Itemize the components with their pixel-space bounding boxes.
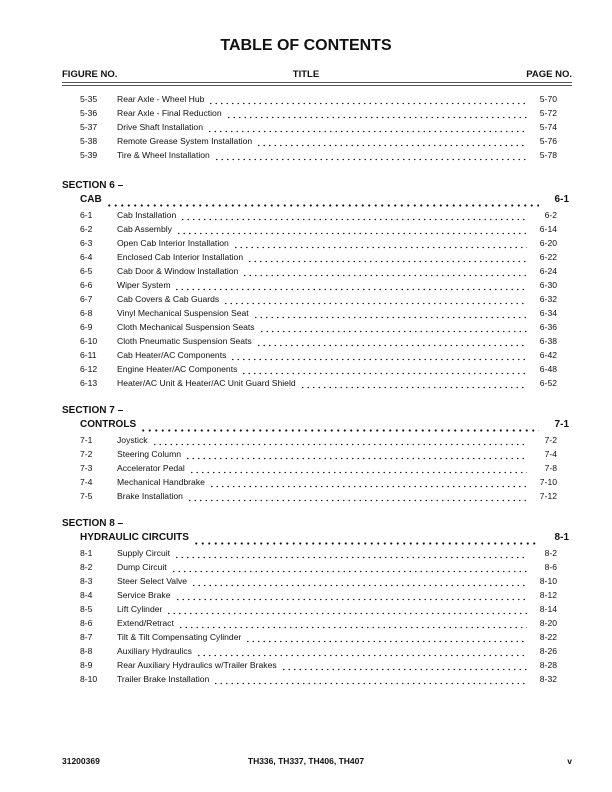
entry-title: Service Brake	[117, 590, 171, 600]
entry-title: Rear Auxiliary Hydraulics w/Trailer Brakes	[117, 660, 277, 670]
toc-entry[interactable]	[62, 632, 572, 646]
section-label: SECTION 6 –	[62, 180, 124, 191]
dot-leader	[152, 438, 527, 446]
entry-title: Cloth Pneumatic Suspension Seats	[117, 336, 252, 346]
page-number: 8-26	[539, 646, 557, 656]
figure-number: 8-5	[80, 604, 93, 614]
page-number: 6-32	[539, 294, 557, 304]
entry-title: Rear Axle - Wheel Hub	[117, 94, 205, 104]
toc-entry[interactable]	[62, 122, 572, 136]
toc-entry[interactable]	[62, 674, 572, 688]
dot-leader	[223, 297, 527, 305]
page-number: 6-20	[539, 238, 557, 248]
dot-leader	[106, 199, 539, 207]
dot-leader	[245, 635, 527, 643]
figure-number: 6-13	[80, 378, 98, 388]
footer-doc-number: 31200369	[62, 756, 100, 766]
dot-leader	[176, 227, 527, 235]
toc-entry[interactable]	[62, 308, 572, 322]
dot-leader	[226, 111, 527, 119]
toc-entry[interactable]	[62, 364, 572, 378]
entry-title: Heater/AC Unit & Heater/AC Unit Guard Shield	[117, 378, 296, 388]
figure-number: 6-12	[80, 364, 98, 374]
dot-leader	[175, 593, 528, 601]
entry-title: Trailer Brake Installation	[117, 674, 210, 684]
toc-entry[interactable]	[62, 562, 572, 576]
section-6	[62, 180, 572, 392]
toc-entry[interactable]	[62, 491, 572, 505]
section-page: 7-1	[554, 419, 569, 430]
entry-title: Mechanical Handbrake	[117, 477, 205, 487]
entry-title: Cab Door & Window Installation	[117, 266, 239, 276]
page-number: 5-74	[539, 122, 557, 132]
entry-title: Steer Select Valve	[117, 576, 188, 586]
figure-number: 6-7	[80, 294, 93, 304]
figure-number: 8-6	[80, 618, 93, 628]
figure-number: 5-35	[80, 94, 98, 104]
page-number: 7-10	[539, 477, 557, 487]
toc-entry[interactable]	[62, 463, 572, 477]
dot-leader	[256, 139, 527, 147]
entry-title: Accelerator Pedal	[117, 463, 185, 473]
entry-title: Joystick	[117, 435, 148, 445]
figure-number: 7-1	[80, 435, 93, 445]
section-heading[interactable]	[62, 532, 572, 548]
dot-leader	[174, 551, 527, 559]
toc-entry[interactable]	[62, 238, 572, 252]
footer-models: TH336, TH337, TH406, TH407	[247, 756, 365, 766]
entry-title: Dump Circuit	[117, 562, 167, 572]
figure-number: 8-9	[80, 660, 93, 670]
toc-entry[interactable]	[62, 210, 572, 224]
toc-entry[interactable]	[62, 294, 572, 308]
toc-entry[interactable]	[62, 108, 572, 122]
footer-page-number: v	[567, 756, 572, 766]
toc-entry[interactable]	[62, 322, 572, 336]
page-number: 5-78	[539, 150, 557, 160]
entry-title: Steering Column	[117, 449, 182, 459]
page-number: 6-24	[539, 266, 557, 276]
toc-entry[interactable]	[62, 266, 572, 280]
toc-entry[interactable]	[62, 280, 572, 294]
figure-number: 8-3	[80, 576, 93, 586]
page-number: 7-4	[544, 449, 557, 459]
page-number: 5-72	[539, 108, 557, 118]
section-page: 8-1	[554, 532, 569, 543]
figure-number: 8-10	[80, 674, 98, 684]
dot-leader	[171, 565, 527, 573]
toc-entry[interactable]	[62, 449, 572, 463]
toc-entry[interactable]	[62, 350, 572, 364]
entry-title: Cab Covers & Cab Guards	[117, 294, 220, 304]
toc-entry[interactable]	[62, 660, 572, 674]
page-number: 8-12	[539, 590, 557, 600]
entry-title: Auxiliary Hydraulics	[117, 646, 192, 656]
toc-entry[interactable]	[62, 150, 572, 164]
entry-title: Drive Shaft Installation	[117, 122, 203, 132]
page-number: 8-14	[539, 604, 557, 614]
section-label: SECTION 7 –	[62, 405, 124, 416]
page-number: 7-8	[544, 463, 557, 473]
dot-leader	[247, 255, 527, 263]
page-number: 6-30	[539, 280, 557, 290]
entry-title: Extend/Retract	[117, 618, 174, 628]
toc-entry[interactable]	[62, 604, 572, 618]
figure-number: 6-6	[80, 280, 93, 290]
dot-leader	[189, 466, 527, 474]
section-name: HYDRAULIC CIRCUITS	[80, 532, 189, 543]
page-number: 8-28	[539, 660, 557, 670]
page-title: TABLE OF CONTENTS	[220, 37, 392, 54]
section-name: CAB	[80, 194, 102, 205]
figure-number: 7-2	[80, 449, 93, 459]
entry-title: Tilt & Tilt Compensating Cylinder	[117, 632, 242, 642]
dot-leader	[300, 381, 527, 389]
figure-number: 7-4	[80, 477, 93, 487]
entry-title: Remote Grease System Installation	[117, 136, 253, 146]
header-rule	[62, 82, 572, 83]
dot-leader	[241, 367, 527, 375]
figure-number: 8-1	[80, 548, 93, 558]
figure-number: 6-2	[80, 224, 93, 234]
entry-title: Cab Heater/AC Components	[117, 350, 227, 360]
figure-number: 5-37	[80, 122, 98, 132]
page-number: 8-6	[544, 562, 557, 572]
figure-number: 5-38	[80, 136, 98, 146]
section-8	[62, 518, 572, 688]
header-rule	[62, 85, 572, 86]
entry-title: Wiper System	[117, 280, 171, 290]
figure-number: 8-4	[80, 590, 93, 600]
section-heading[interactable]	[62, 419, 572, 435]
page-number: 6-14	[539, 224, 557, 234]
page-number: 6-42	[539, 350, 557, 360]
toc-entry[interactable]	[62, 590, 572, 604]
header-title: TITLE	[292, 69, 320, 80]
dot-leader	[178, 621, 527, 629]
entry-title: Engine Heater/AC Components	[117, 364, 238, 374]
entry-title: Cab Assembly	[117, 224, 172, 234]
page-number: 6-22	[539, 252, 557, 262]
figure-number: 6-9	[80, 322, 93, 332]
page-number: 6-38	[539, 336, 557, 346]
page-number: 8-2	[544, 548, 557, 558]
toc-entry[interactable]	[62, 646, 572, 660]
entry-title: Open Cab Interior Installation	[117, 238, 229, 248]
header-page-no: PAGE NO.	[526, 69, 572, 80]
dot-leader	[208, 97, 527, 105]
toc-entry[interactable]	[62, 136, 572, 150]
figure-number: 7-5	[80, 491, 93, 501]
entry-title: Tire & Wheel Installation	[117, 150, 210, 160]
page-number: 6-2	[544, 210, 557, 220]
dot-leader	[256, 339, 527, 347]
dot-leader	[259, 325, 527, 333]
figure-number: 6-1	[80, 210, 93, 220]
toc-entry[interactable]	[62, 618, 572, 632]
entry-title: Rear Axle - Final Reduction	[117, 108, 222, 118]
figure-number: 6-10	[80, 336, 98, 346]
figure-number: 6-4	[80, 252, 93, 262]
section-label: SECTION 8 –	[62, 518, 124, 529]
dot-leader	[242, 269, 527, 277]
figure-number: 7-3	[80, 463, 93, 473]
figure-number: 6-3	[80, 238, 93, 248]
page-number: 6-34	[539, 308, 557, 318]
figure-number: 6-11	[80, 350, 97, 360]
page-number: 8-32	[539, 674, 557, 684]
entry-title: Supply Circuit	[117, 548, 171, 558]
entry-title: Brake Installation	[117, 491, 183, 501]
intro-entries	[62, 94, 572, 164]
section-7	[62, 405, 572, 505]
page-number: 5-76	[539, 136, 557, 146]
dot-leader	[214, 153, 527, 161]
toc-entry[interactable]	[62, 576, 572, 590]
page-number: 7-2	[544, 435, 557, 445]
entry-title: Enclosed Cab Interior Installation	[117, 252, 244, 262]
dot-leader	[213, 677, 527, 685]
toc-entry[interactable]	[62, 548, 572, 562]
dot-leader	[191, 579, 527, 587]
figure-number: 6-8	[80, 308, 93, 318]
figure-number: 8-8	[80, 646, 93, 656]
dot-leader	[193, 537, 539, 545]
page-number: 6-52	[539, 378, 557, 388]
dot-leader	[230, 353, 527, 361]
page-number: 6-36	[539, 322, 557, 332]
toc-entry[interactable]	[62, 435, 572, 449]
entry-title: Lift Cylinder	[117, 604, 163, 614]
dot-leader	[196, 649, 527, 657]
page-number: 8-22	[539, 632, 557, 642]
dot-leader	[209, 480, 527, 488]
dot-leader	[185, 452, 527, 460]
page-number: 7-12	[539, 491, 557, 501]
figure-number: 6-5	[80, 266, 93, 276]
dot-leader	[253, 311, 527, 319]
section-name: CONTROLS	[80, 419, 137, 430]
toc-entry[interactable]	[62, 378, 572, 392]
figure-number: 5-36	[80, 108, 98, 118]
header-figure-no: FIGURE NO.	[62, 69, 118, 80]
entry-title: Cab Installation	[117, 210, 177, 220]
entry-title: Vinyl Mechanical Suspension Seat	[117, 308, 249, 318]
dot-leader	[140, 424, 539, 432]
toc-entry[interactable]	[62, 94, 572, 108]
dot-leader	[187, 494, 527, 502]
figure-number: 8-7	[80, 632, 93, 642]
dot-leader	[166, 607, 527, 615]
figure-number: 5-39	[80, 150, 98, 160]
dot-leader	[207, 125, 527, 133]
dot-leader	[180, 213, 527, 221]
dot-leader	[233, 241, 527, 249]
page-number: 6-48	[539, 364, 557, 374]
section-heading[interactable]	[62, 194, 572, 210]
dot-leader	[174, 283, 527, 291]
entry-title: Cloth Mechanical Suspension Seats	[117, 322, 255, 332]
toc-entry[interactable]	[62, 224, 572, 238]
toc-entry[interactable]	[62, 252, 572, 266]
figure-number: 8-2	[80, 562, 93, 572]
page-number: 8-20	[539, 618, 557, 628]
section-page: 6-1	[554, 194, 569, 205]
page-number: 8-10	[539, 576, 557, 586]
dot-leader	[281, 663, 527, 671]
page-number: 5-70	[539, 94, 557, 104]
toc-entry[interactable]	[62, 336, 572, 350]
toc-entry[interactable]	[62, 477, 572, 491]
